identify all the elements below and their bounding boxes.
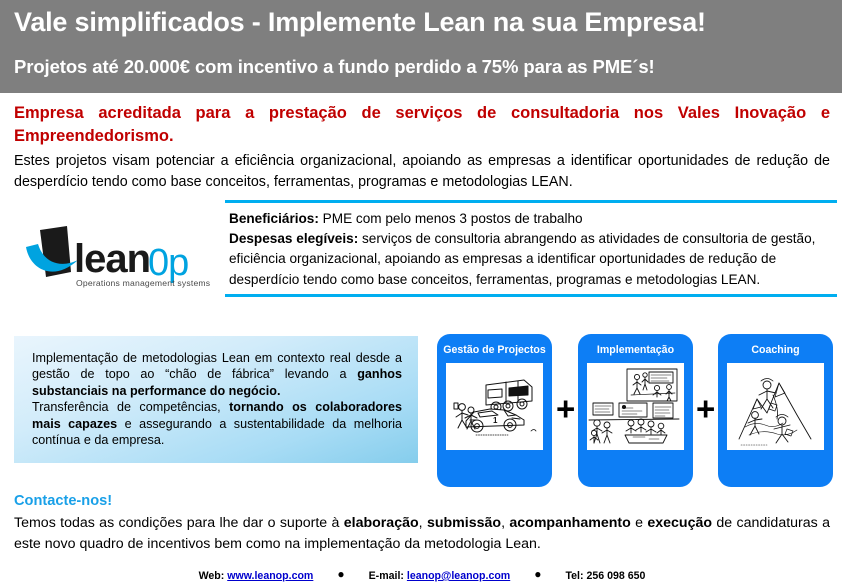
contact-bold-execucao: execução xyxy=(647,515,713,531)
mountain-climbing-team-icon xyxy=(727,363,824,450)
svg-text:1: 1 xyxy=(493,416,498,425)
highlight-p1-text: Implementação de metodologias Lean em contexto real desde a gestão de topo ao “chão de fábrica” levando a xyxy=(32,351,402,382)
expenses-label: Despesas elegíveis: xyxy=(229,231,359,247)
footer-web xyxy=(199,570,314,582)
contact-sep-3: e xyxy=(630,515,648,531)
plus-separator-2: + xyxy=(696,390,716,427)
svg-text:0p: 0p xyxy=(148,242,189,284)
beneficiaries-value: PME com pelo menos 3 postos de trabalho xyxy=(318,211,583,226)
intro-heading: Empresa acreditada para a prestação de serviços de consultadoria nos Vales Inovação e Empreendedorismo. xyxy=(14,104,830,145)
pit-crew-race-car-icon xyxy=(446,363,543,450)
footer-tel-value: 256 098 650 xyxy=(586,570,646,582)
highlight-paragraph-1 xyxy=(32,350,402,399)
card-1-title: Gestão de Projectos xyxy=(443,344,546,356)
svg-text:Operations management systems: Operations management systems xyxy=(76,278,211,288)
footer-email-link[interactable]: leanop@leanop.com xyxy=(406,570,511,582)
card-gestao-de-projectos[interactable] xyxy=(437,334,552,487)
footer-contact-bar xyxy=(14,567,830,582)
card-implementacao[interactable] xyxy=(578,334,693,487)
expenses-value: serviços de consultoria abrangendo as atividades de consultoria de gestão, eficiência organizacional, apoiando as empresas a identificar oportunidades de redução de desperdício tendo como base conceitos, ferramentas, programas e metodologias LEAN. xyxy=(229,231,816,287)
svg-text:lean: lean xyxy=(74,237,151,281)
middle-section xyxy=(0,200,842,328)
card-2-title: Implementação xyxy=(596,344,675,356)
footer-tel xyxy=(565,570,645,582)
panels-row xyxy=(0,334,842,489)
highlight-p2-bold: tornando os colaboradores mais capazes xyxy=(32,400,403,431)
contact-bold-acompanhamento: acompanhamento xyxy=(509,515,631,531)
footer-email-label: E-mail: xyxy=(368,570,404,582)
plus-separator-1: + xyxy=(556,390,576,427)
expenses-line xyxy=(229,229,837,290)
footer-bullet-2: ● xyxy=(534,567,542,581)
card-coaching[interactable] xyxy=(718,334,833,487)
logo-graphic xyxy=(18,220,213,300)
beneficiaries-block xyxy=(225,200,837,297)
beneficiaries-label: Beneficiários: xyxy=(229,211,319,226)
beneficiaries-line-1 xyxy=(229,209,837,229)
workshop-meeting-icon xyxy=(587,363,684,450)
header-subtitle: Projetos até 20.000€ com incentivo a fundo perdido a 75% para as PME´s! xyxy=(14,56,655,77)
highlight-box xyxy=(14,336,418,463)
service-cards xyxy=(437,334,833,489)
contact-bold-elaboracao: elaboração xyxy=(343,515,419,531)
footer-bullet-1: ● xyxy=(337,567,345,581)
footer-email xyxy=(369,570,511,582)
header-title: Vale simplificados - Implemente Lean na sua Empresa! xyxy=(14,7,706,37)
leanop-logo xyxy=(18,220,213,300)
contact-body xyxy=(14,513,830,555)
contact-section xyxy=(0,491,842,582)
intro-body: Estes projetos visam potenciar a eficiência organizacional, apoiando as empresas a identificar oportunidades de redução de desperdício tendo como base conceitos, ferramentas, programas e metodologias LEAN. xyxy=(14,153,830,190)
beneficiaries-text xyxy=(225,203,837,294)
header-banner xyxy=(0,0,842,93)
highlight-p2-text-a: Transferência de competências, xyxy=(32,400,230,415)
contact-sep-1: , xyxy=(418,515,427,531)
intro-section xyxy=(0,93,842,193)
highlight-p1-bold: ganhos substanciais na performance do negócio. xyxy=(32,367,402,398)
footer-tel-label: Tel: xyxy=(565,570,584,582)
contact-text-a: Temos todas as condições para lhe dar o suporte à xyxy=(14,515,344,531)
divider-bottom xyxy=(225,294,837,297)
highlight-p2-text-b: e assegurando a sustentabilidade da melhoria contínua e da empresa. xyxy=(32,416,402,448)
contact-text-c: de candidaturas a este novo quadro de incentivos bem como na implementação da metodologia Lean. xyxy=(14,515,830,552)
contact-bold-submissao: submissão xyxy=(426,515,502,531)
contact-sep-2: , xyxy=(501,515,510,531)
footer-web-link[interactable]: www.leanop.com xyxy=(227,570,314,582)
highlight-paragraph-2 xyxy=(32,399,402,448)
contact-heading: Contacte-nos! xyxy=(14,493,113,509)
card-3-title: Coaching xyxy=(751,344,800,356)
footer-web-label: Web: xyxy=(198,570,225,582)
